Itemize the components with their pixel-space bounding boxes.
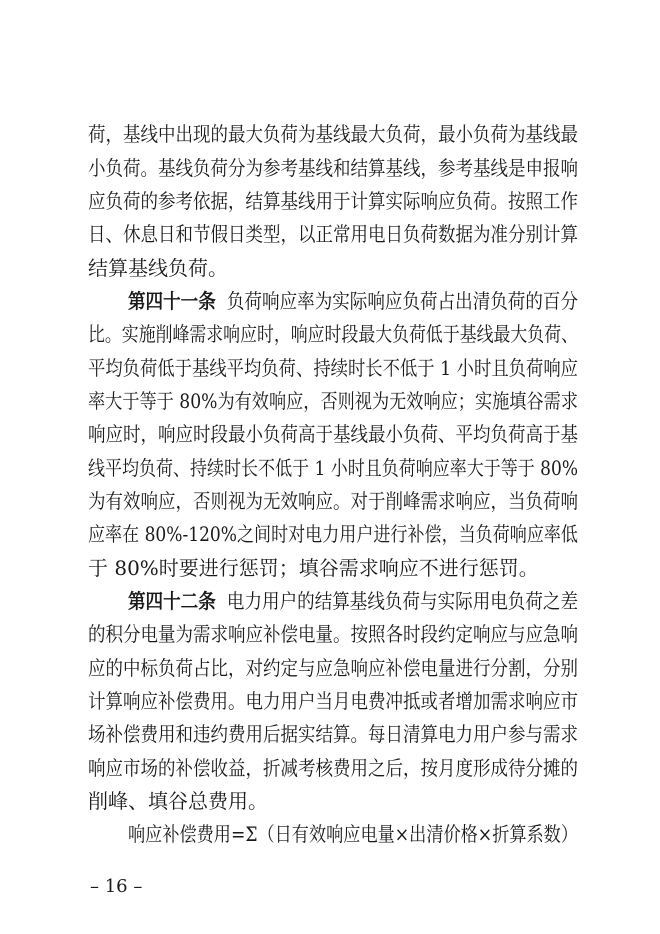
paragraph-line: 计算响应补偿费用。电力用户当月电费冲抵或者增加需求响应市 xyxy=(88,689,578,713)
paragraph-line: 场补偿费用和违约费用后据实结算。每日清算电力用户参与需求 xyxy=(88,722,578,746)
paragraph-line: 平均负荷低于基线平均负荷、持续时长不低于 1 小时且负荷响应 xyxy=(88,356,579,380)
paragraph-line: 削峰、填谷总费用。 xyxy=(88,789,268,813)
paragraph-line: 应负荷的参考依据，结算基线用于计算实际响应负荷。按照工作 xyxy=(88,189,578,213)
paragraph-line: 小负荷。基线负荷分为参考基线和结算基线，参考基线是申报响 xyxy=(88,156,578,180)
article-42-first-line xyxy=(128,589,578,613)
paragraph-line: 线平均负荷、持续时长不低于 1 小时且负荷响应率大于等于 80% xyxy=(88,456,578,480)
paragraph-line: 响应时，响应时段最小负荷高于基线最小负荷、平均负荷高于基 xyxy=(88,422,578,446)
article-41-first-line xyxy=(128,289,578,313)
paragraph-line: 于 80%时要进行惩罚；填谷需求响应不进行惩罚。 xyxy=(88,556,539,580)
paragraph-line: 日、休息日和节假日类型，以正常用电日负荷数据为准分别计算 xyxy=(88,222,578,246)
paragraph-line: 响应市场的补偿收益，折减考核费用之后，按月度形成待分摊的 xyxy=(88,756,578,780)
formula-line: 响应补偿费用=Σ（日有效响应电量×出清价格×折算系数） xyxy=(128,822,579,846)
paragraph-line: 率大于等于 80%为有效响应，否则视为无效响应；实施填谷需求 xyxy=(88,389,578,413)
paragraph-line: 应率在 80%-120%之间时对电力用户进行补偿，当负荷响应率低 xyxy=(88,522,578,546)
paragraph-line: 为有效响应，否则视为无效响应。对于削峰需求响应，当负荷响 xyxy=(88,489,578,513)
page-number: – 16 – xyxy=(90,876,143,897)
article-42-heading: 第四十二条 xyxy=(128,589,216,613)
article-42-first-text: 电力用户的结算基线负荷与实际用电负荷之差 xyxy=(226,589,579,613)
paragraph-line: 比。实施削峰需求响应时，响应时段最大负荷低于基线最大负荷、 xyxy=(88,322,578,346)
paragraph-line: 应的中标负荷占比，对约定与应急响应补偿电量进行分割，分别 xyxy=(88,656,578,680)
paragraph-line: 的积分电量为需求响应补偿电量。按照各时段约定响应与应急响 xyxy=(88,622,578,646)
article-41-heading: 第四十一条 xyxy=(128,289,216,313)
paragraph-line: 荷，基线中出现的最大负荷为基线最大负荷，最小负荷为基线最 xyxy=(88,122,578,146)
paragraph-line: 结算基线负荷。 xyxy=(88,256,228,280)
article-41-first-text: 负荷响应率为实际响应负荷占出清负荷的百分 xyxy=(226,289,579,313)
